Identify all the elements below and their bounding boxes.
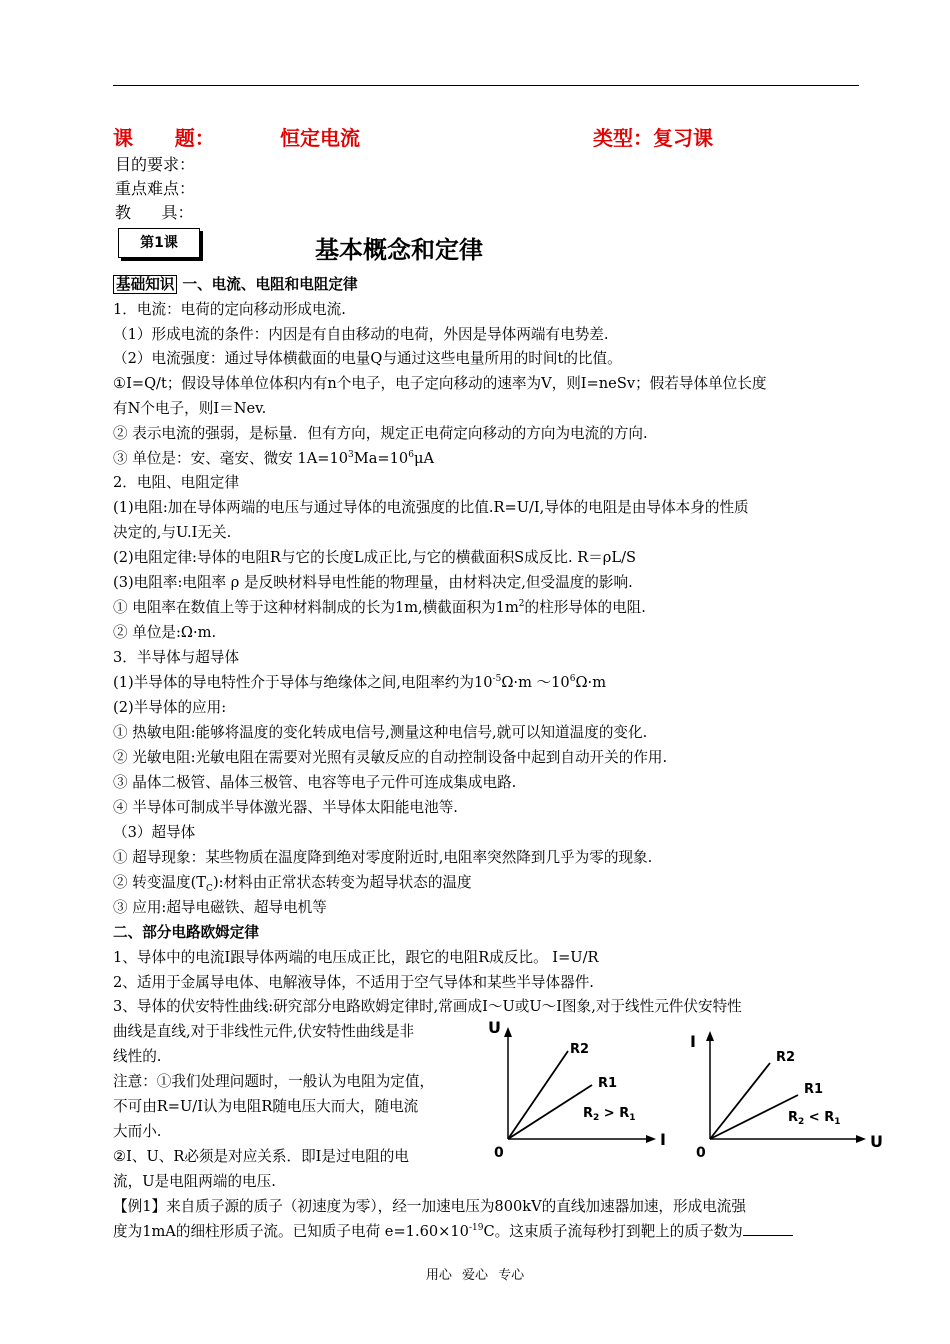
section2-title: 二、部分电路欧姆定律 [113,924,259,941]
text-line: 有N个电子，则I＝Nev. [113,400,267,417]
text-line: ② 表示电流的强弱，是标量．但有方向，规定正电荷定向移动的方向为电流的方向. [113,425,648,442]
ohm-line-3: 3、导体的伏安特性曲线:研究部分电路欧姆定律时,常画成I～U或U～I图象,对于线性元件伏安特性 [113,998,742,1015]
text-line: 3．半导体与超导体 [113,649,240,666]
note-line-1: 注意：①我们处理问题时，一般认为电阻为定值， [113,1073,435,1090]
r1-label: R1 [804,1082,824,1097]
note-line-3: 大而小. [113,1123,162,1140]
units-line: ③ 单位是：安、毫安、微安 $1A=10^3Ma=10^6\mu A$ [113,450,434,467]
graph-u-i [480,1015,680,1165]
graph-i-u [680,1015,890,1165]
answer-blank[interactable] [743,1221,793,1236]
section1-heading [113,274,358,296]
ohm-line-4: 曲线是直线,对于非线性元件,伏安特性曲线是非 [113,1023,415,1040]
r1-line [508,1085,592,1139]
example-line-2: 度为1mA的细柱形质子流。已知质子电荷 $e=1.60\times 10^{-19}C$。这束质子流每秒打到靶上的质子数为 [113,1221,793,1243]
tools-label: 教 具： [115,203,194,222]
text-line: ①I=Q/t；假设导体单位体积内有n个电子，电子定向移动的速率为V，则I=neSv；假若导体单位长度 [113,375,767,392]
semi-line: (1)半导体的导电特性介于导体与绝缘体之间,电阻率约为$10^{-5}\Omega\cdot m$ $\sim 10^6\Omega\cdot m$ [113,674,607,691]
text-line: (3)电阻率:电阻率 ρ 是反映材料导电性能的物理量，由材料决定,但受温度的影响. [113,574,633,591]
r2-line [508,1051,568,1139]
text-line: （2）电流强度：通过导体横截面的电量Q与通过这些电量所用的时间t的比值。 [113,350,622,367]
y-axis-label: U [488,1018,501,1037]
text-line: （1）形成电流的条件：内因是有自由移动的电荷，外因是导体两端有电势差. [113,326,609,343]
r2-line [710,1063,770,1139]
basics-tag: 基础知识 [113,275,177,294]
y-arrow-icon [504,1027,512,1037]
x-arrow-icon [856,1135,866,1143]
relation-label: $R_2 < R_1$ [788,1110,841,1127]
origin-label: 0 [494,1145,504,1161]
text-line: ① 超导现象：某些物质在温度降到绝对零度附近时,电阻率突然降到几乎为零的现象. [113,849,653,866]
top-rule [113,85,859,86]
text-line: ① 热敏电阻:能够将温度的变化转成电信号,测量这种电信号,就可以知道温度的变化. [113,724,648,741]
r2-label: R2 [570,1042,590,1057]
ohm-line-1: 1、导体中的电流I跟导体两端的电压成正比，跟它的电阻R成反比。 I=U/R [113,949,599,966]
key-points-label: 重点难点： [115,179,196,198]
text-line: （3）超导体 [113,824,196,841]
text-line: 2．电阻、电阻定律 [113,474,240,491]
text-line: 1．电流：电荷的定向移动形成电流. [113,301,346,318]
relation-label: $R_2 > R_1$ [583,1106,636,1123]
lesson-badge: 第1课 [118,228,200,258]
x-axis-label: U [870,1132,883,1151]
topic-title: 恒定电流 [280,126,360,150]
page-footer: 用心 爱心 专心 [425,1268,525,1283]
x-axis-label: I [660,1130,666,1149]
x-arrow-icon [646,1135,656,1143]
ohm-line-2: 2、适用于金属导电体、电解液导体，不适用于空气导体和某些半导体器件. [113,974,594,991]
example-line-1: 【例1】来自质子源的质子（初速度为零），经一加速电压为800kV的直线加速器加速，形成电流强 [113,1198,746,1215]
main-heading: 基本概念和定律 [315,236,483,264]
note-line-2: 不可由R=U/I认为电阻R随电压大而大，随电流 [113,1098,419,1115]
note-line-4: ②I、U、R必须是对应关系．即I是过电阻的电 [113,1148,409,1165]
r1-label: R1 [598,1076,618,1091]
goal-label: 目的要求： [115,155,196,174]
text-line: 决定的,与U.I无关. [113,524,232,541]
r1-line [710,1095,798,1139]
y-axis-label: I [690,1032,696,1051]
y-arrow-icon [706,1031,714,1041]
rho-line: ① 电阻率在数值上等于这种材料制成的长为1m,横截面积为$1m^2$的柱形导体的电阻. [113,599,646,616]
text-line: (2)半导体的应用: [113,699,227,716]
origin-label: 0 [696,1145,706,1161]
r2-label: R2 [776,1050,796,1065]
text-line: ③ 晶体二极管、晶体三极管、电容等电子元件可连成集成电路. [113,774,517,791]
text-line: (2)电阻定律:导体的电阻R与它的长度L成正比,与它的横截面积S成反比. R＝ρL/S [113,549,636,566]
section1-title: 一、电流、电阻和电阻定律 [177,276,358,293]
title-row [113,122,859,152]
text-line: ② 单位是:Ω·m. [113,624,217,641]
text-line: ③ 应用:超导电磁铁、超导电机等 [113,899,327,916]
topic-label: 课 题： [113,126,215,150]
text-line: ② 光敏电阻:光敏电阻在需要对光照有灵敏反应的自动控制设备中起到自动开关的作用. [113,749,668,766]
ohm-line-5: 线性的. [113,1048,162,1065]
note-line-5: 流，U是电阻两端的电压. [113,1173,276,1190]
text-line: ④ 半导体可制成半导体激光器、半导体太阳能电池等. [113,799,458,816]
text-line: (1)电阻:加在导体两端的电压与通过导体的电流强度的比值.R=U/I,导体的电阻是由导体本身的性质 [113,499,749,516]
lesson-type: 类型：复习课 [593,126,713,150]
tc-line: ② 转变温度$(T_C)$:材料由正常状态转变为超导状态的温度 [113,874,472,894]
